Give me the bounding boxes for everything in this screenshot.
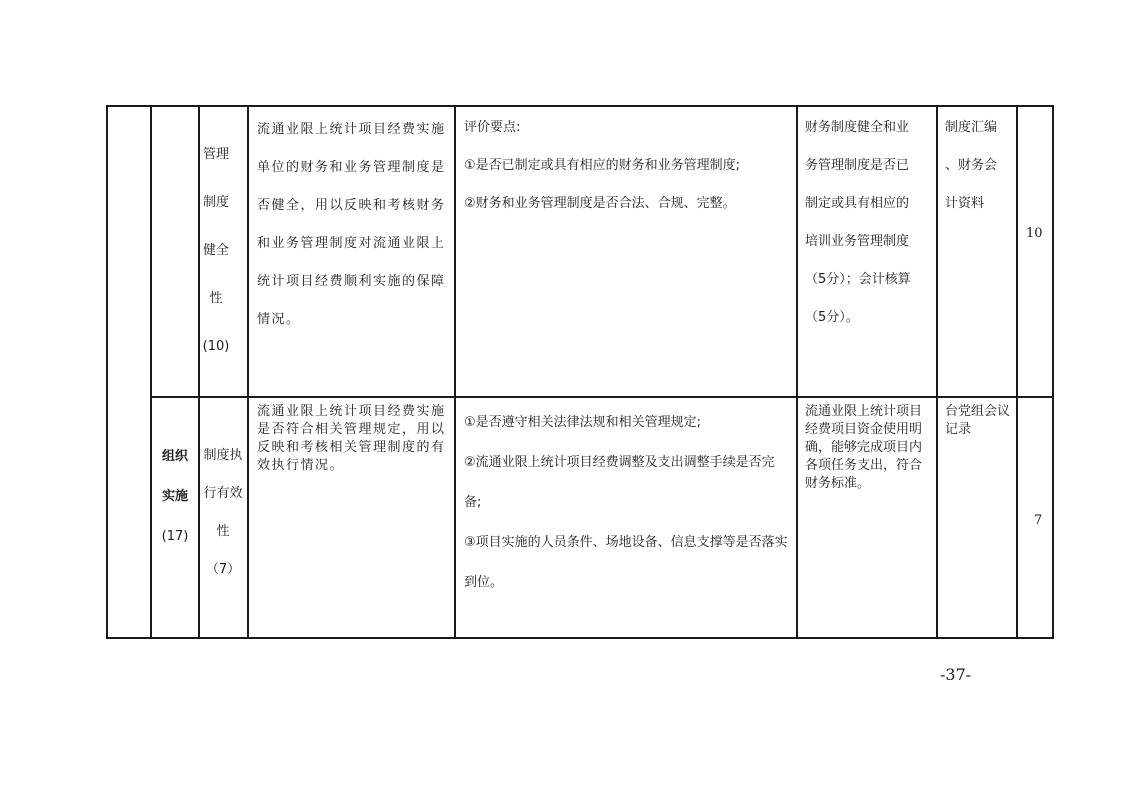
evaluation-point: ①是否遵守相关法律法规和相关管理规定; <box>464 415 702 430</box>
table-border-right <box>1052 105 1054 639</box>
definition-cell: 流通业限上统计项目经费实施单位的财务和业务管理制度是否健全，用以反映和考核财务和业务管理制度对流通业限上统计项目经费顺利实施的保障情况。 <box>257 122 446 327</box>
table-col-divider <box>1016 105 1018 639</box>
scoring-standard-cell: 流通业限上统计项目经费项目资金使用明确，能够完成项目内各项任务支出，符合财务标准。 <box>805 404 923 491</box>
table-col-divider <box>150 105 152 639</box>
category-cell: 组织 实施 (17) <box>161 449 189 544</box>
evaluation-points-cell <box>464 403 790 603</box>
indicator-cell: 制度执 行有效 性 （7） <box>203 448 243 577</box>
table-border-left <box>106 105 108 639</box>
evaluation-point: ①是否已制定或具有相应的财务和业务管理制度; <box>464 158 741 173</box>
page-number: -37- <box>940 665 972 684</box>
table-col-divider <box>796 105 798 639</box>
definition-cell: 流通业限上统计项目经费实施是否符合相关管理规定，用以反映和考核相关管理制度的有效执行情况。 <box>257 404 446 473</box>
evaluation-points-cell <box>464 109 790 223</box>
score-value: 7 <box>1034 513 1043 528</box>
scoring-standard-cell: 财务制度健全和业 务管理制度是否已 制定或具有相应的 培训业务管理制度 （5分）；会计核算 （5分）。 <box>805 120 911 325</box>
table-row-divider <box>150 396 1054 398</box>
table-col-divider <box>454 105 456 639</box>
evaluation-point: 评价要点: <box>464 120 521 135</box>
evaluation-point: ③项目实施的人员条件、场地设备、信息支撑等是否落实到位。 <box>464 535 788 590</box>
data-source-cell: 台党组会议记录 <box>945 404 1011 437</box>
table-col-divider <box>936 105 938 639</box>
evaluation-point: ②流通业限上统计项目经费调整及支出调整手续是否完备; <box>464 455 775 510</box>
indicator-cell: 管理 制度 健全 性 (10) <box>202 147 230 354</box>
evaluation-point: ②财务和业务管理制度是否合法、合规、完整。 <box>464 196 736 211</box>
score-value: 10 <box>1026 226 1043 241</box>
data-source-cell: 制度汇编 、财务会 计资料 <box>945 120 998 211</box>
table-col-divider <box>247 105 249 639</box>
